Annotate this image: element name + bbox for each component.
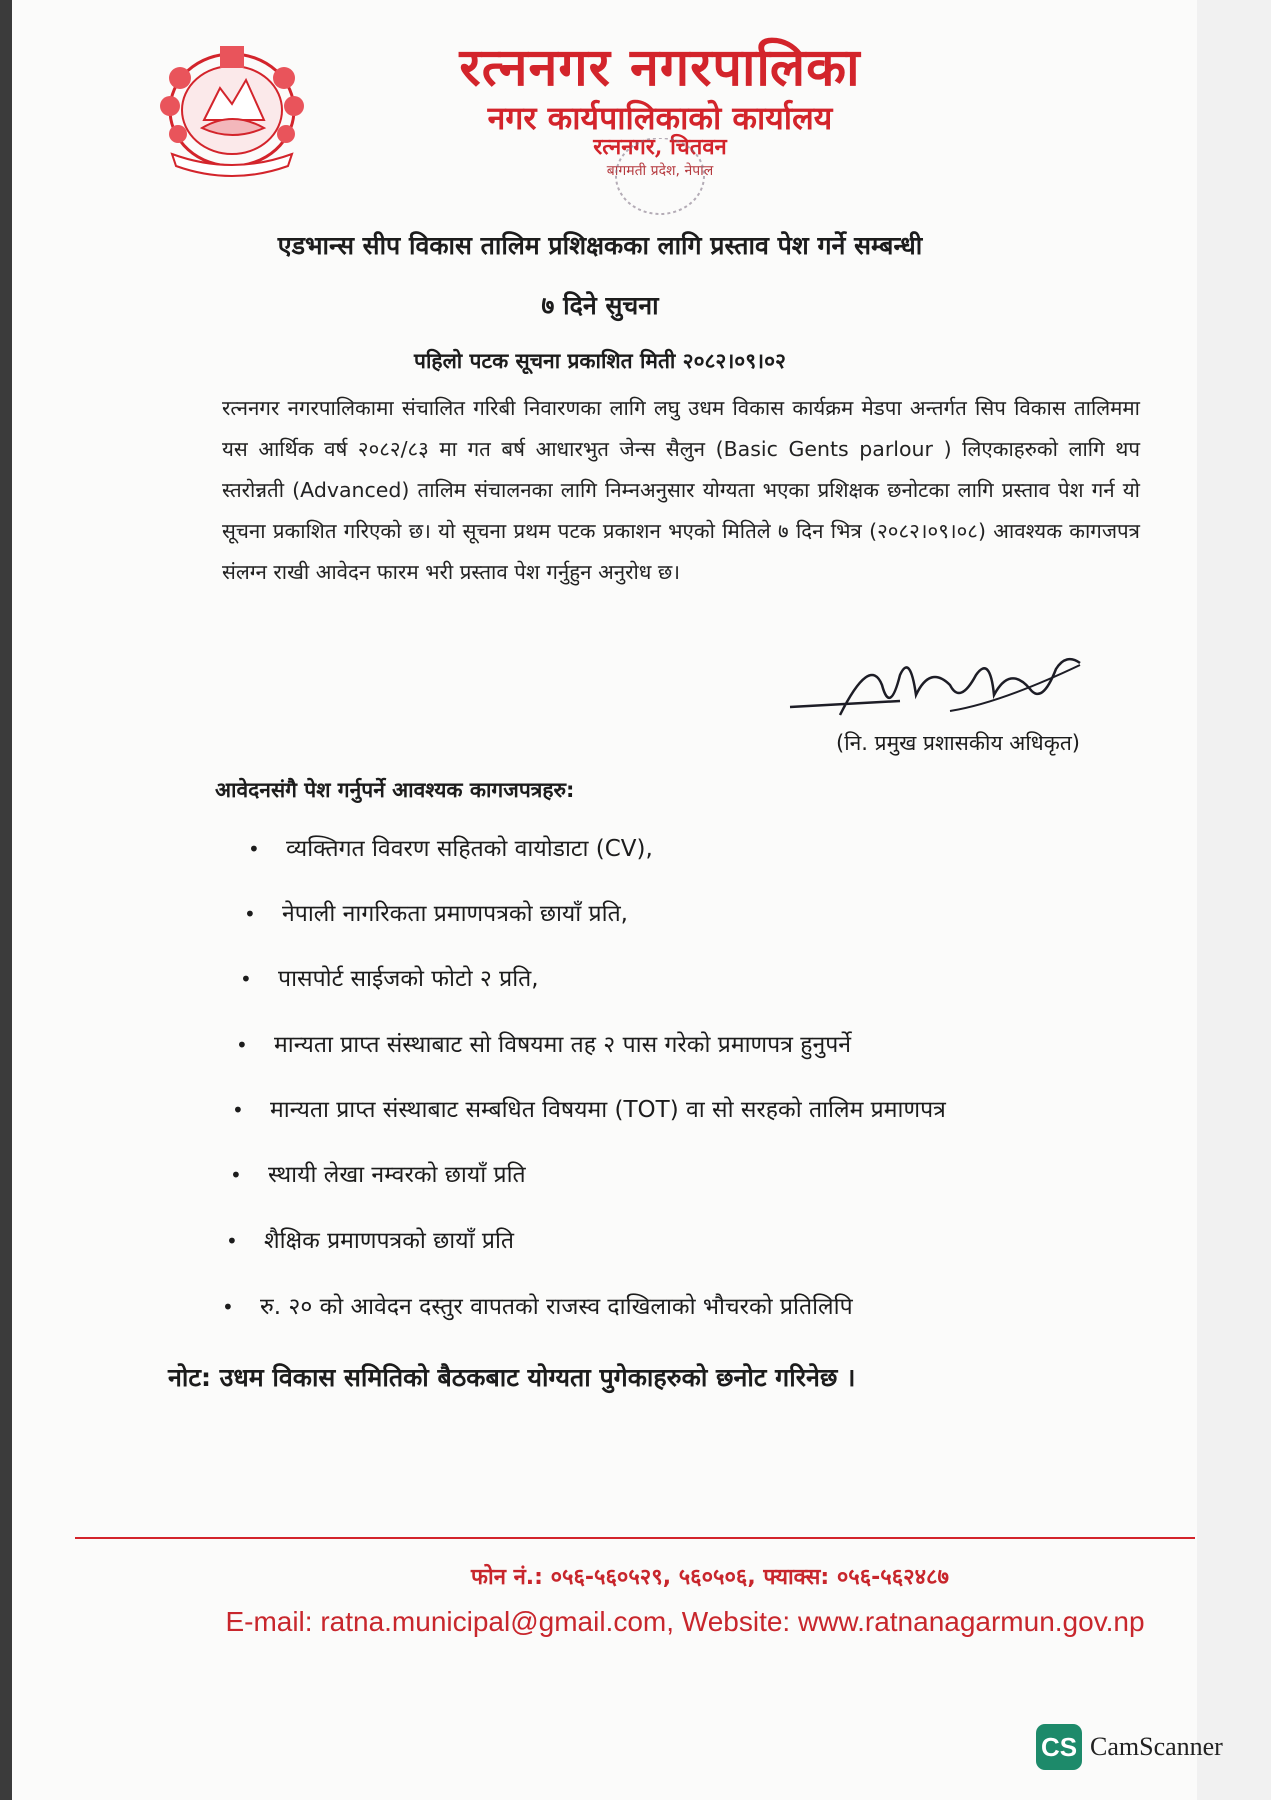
bullet: • xyxy=(240,967,252,991)
officer-signature xyxy=(780,645,1100,735)
office-address: रत्ननगर, चितवन xyxy=(593,134,727,160)
list-item-text: मान्यता प्राप्त संस्थाबाट सम्बधित विषयमा (TOT) वा सो सरहको तालिम प्रमाणपत्र xyxy=(270,1097,946,1123)
office-seal-stamp xyxy=(560,138,760,220)
nepal-emblem-logo xyxy=(142,38,322,178)
footer-phone-fax: फोन नं.: ०५६-५६०५२९, ५६०५०६, फ्याक्स: ०५६-५६२४८७ xyxy=(471,1565,949,1590)
scan-right-margin xyxy=(1197,0,1271,1800)
list-item-text: शैक्षिक प्रमाणपत्रको छायाँ प्रति xyxy=(264,1228,515,1254)
selection-note: नोट: उधम विकास समितिको बैठकबाट योग्यता पुगेकाहरुको छनोट गरिनेछ । xyxy=(168,1363,856,1392)
footer-divider xyxy=(75,1537,1195,1539)
bullet: • xyxy=(230,1163,242,1187)
camscanner-watermark xyxy=(1036,1724,1256,1772)
bullet: • xyxy=(222,1295,234,1319)
first-published-date: पहिलो पटक सूचना प्रकाशित मिती २०८२।०९।०२ xyxy=(414,349,786,373)
bullet: • xyxy=(244,902,256,926)
list-item-text: पासपोर्ट साईजको फोटो २ प्रति, xyxy=(278,966,539,992)
notice-type: ७ दिने सुचना xyxy=(541,291,659,320)
scan-left-shadow xyxy=(0,0,12,1800)
camscanner-logo-icon: CS xyxy=(1036,1724,1082,1770)
bullet: • xyxy=(236,1033,248,1057)
bullet: • xyxy=(232,1098,244,1122)
footer-email-website: E-mail: ratna.municipal@gmail.com, Website: www.ratnanagarmun.gov.np xyxy=(225,1606,1145,1637)
list-item-text: नेपाली नागरिकता प्रमाणपत्रको छायाँ प्रति, xyxy=(282,901,628,927)
list-item-text: व्यक्तिगत विवरण सहितको वायोडाटा (CV), xyxy=(286,836,653,862)
list-item-text: स्थायी लेखा नम्वरको छायाँ प्रति xyxy=(268,1162,526,1188)
bullet: • xyxy=(248,837,260,861)
list-item-text: मान्यता प्राप्त संस्थाबाट सो विषयमा तह २ पास गरेको प्रमाणपत्र हुनुपर्ने xyxy=(274,1032,852,1058)
notice-body: रत्ननगर नगरपालिकामा संचालित गरिबी निवारणका लागि लघु उधम विकास कार्यक्रम मेडपा अन्तर्गत सिप विकास तालिममा यस आर्थिक वर्ष २०८२/८३ मा गत बर्ष आधारभुत जेन्स सैलुन (Basic Gents parlour ) लिएकाहरुको लागि थप स्तरोन्नती (Advanced) तालिम संचालनका लागि निम्नअनुसार योग्यता भएका प्रशिक्षक छनोटका लागि प्रस्ताव पेश गर्न यो सूचना प्रकाशित गरिएको छ। यो सूचना प्रथम पटक प्रकाशन भएको मितिले ७ दिन भित्र (२०८२।०९।०८) आवश्यक कागजपत्र संलग्न राखी आवेदन फारम भरी प्रस्ताव पेश गर्नुहुन अनुरोध छ। xyxy=(222,396,1140,584)
office-subtitle: नगर कार्यपालिकाको कार्यालय xyxy=(487,99,833,137)
bullet: • xyxy=(226,1229,238,1253)
office-province: बागमती प्रदेश, नेपाल xyxy=(606,163,714,179)
document-page xyxy=(12,0,1197,1800)
notice-subject: एडभान्स सीप विकास तालिम प्रशिक्षकका लागि प्रस्ताव पेश गर्ने सम्बन्धी xyxy=(277,231,923,260)
office-name: रत्ननगर नगरपालिका xyxy=(459,37,861,98)
documents-heading: आवेदनसंगै पेश गर्नुपर्ने आवश्यक कागजपत्रहरु: xyxy=(215,778,575,802)
list-item-text: रु. २० को आवेदन दस्तुर वापतको राजस्व दाखिलाको भौचरको प्रतिलिपि xyxy=(260,1294,853,1320)
signatory-title: (नि. प्रमुख प्रशासकीय अधिकृत) xyxy=(836,731,1080,755)
camscanner-label: CamScanner xyxy=(1090,1732,1223,1761)
